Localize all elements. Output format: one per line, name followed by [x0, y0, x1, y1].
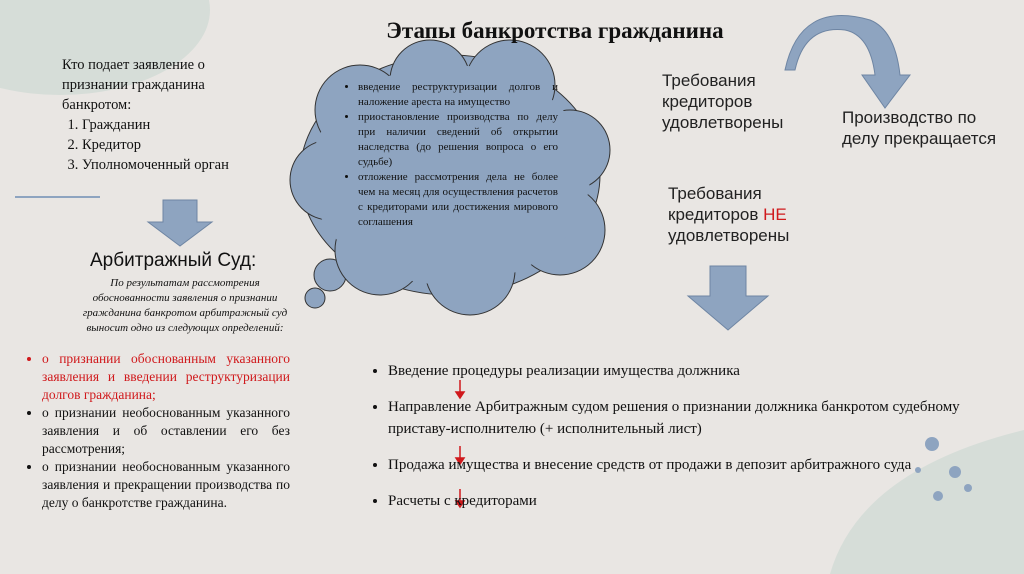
step-item: • Расчеты с кредиторами	[388, 490, 1010, 512]
list-item: 1. Гражданин	[82, 115, 272, 135]
requirements-satisfied: Требования кредиторов удовлетворены	[662, 71, 784, 132]
not-highlight: НЕ	[763, 205, 787, 224]
text: Требования кредиторов	[668, 184, 764, 224]
curved-arrow-icon	[785, 16, 910, 108]
step-item: • Направление Арбитражным судом решения о признании должника банкротом судебному приставу-исполнителю (+ исполнительный лист)	[388, 396, 1010, 440]
court-decisions	[0, 350, 290, 512]
who-intro: Кто подает заявление о признании гражданина банкротом:	[62, 57, 205, 113]
page-title: Этапы банкротства гражданина	[386, 18, 724, 43]
court-description: По результатам рассмотрения обоснованности заявления о признании гражданина банкротом арбитражный суд выносит одно из следующих определений:	[82, 277, 288, 334]
step-item: • Продажа имущества и внесение средств от продажи в депозит арбитражного суда	[388, 454, 1010, 476]
list-item: 3. Уполномоченный орган	[82, 155, 272, 175]
decision-item: • о признании необоснованным указанного заявления и об оставлении его без рассмотрения;	[42, 404, 290, 458]
text: удовлетворены	[668, 226, 790, 245]
proceedings-terminated: Производство по делу прекращается	[842, 108, 997, 148]
cloud-item: • приостановление производства по делу при наличии сведений об открытии наследства (до решения вопроса о его судьбе)	[358, 110, 558, 170]
cloud-item: • отложение рассмотрения дела не более чем на месяц для осуществления расчетов с кредиторами или достижения мирового соглашения	[358, 170, 558, 230]
cloud-text	[338, 80, 558, 230]
down-arrow-icon	[148, 200, 212, 246]
requirements-not-satisfied	[668, 183, 808, 246]
down-arrow-icon	[688, 266, 768, 330]
court-heading: Арбитражный Суд:	[90, 250, 257, 271]
realization-steps	[370, 360, 1010, 526]
cloud-item: • введение реструктуризации долгов и наложение ареста на имущество	[358, 80, 558, 110]
who-files-block	[62, 55, 272, 175]
decision-item: • о признании необоснованным указанного заявления и прекращении производства по делу о банкротстве гражданина.	[42, 458, 290, 512]
decision-item: • о признании обоснованным указанного заявления и введении реструктуризации долгов гражданина;	[42, 350, 290, 404]
list-item: 2. Кредитор	[82, 135, 272, 155]
step-item: • Введение процедуры реализации имущества должника	[388, 360, 1010, 382]
